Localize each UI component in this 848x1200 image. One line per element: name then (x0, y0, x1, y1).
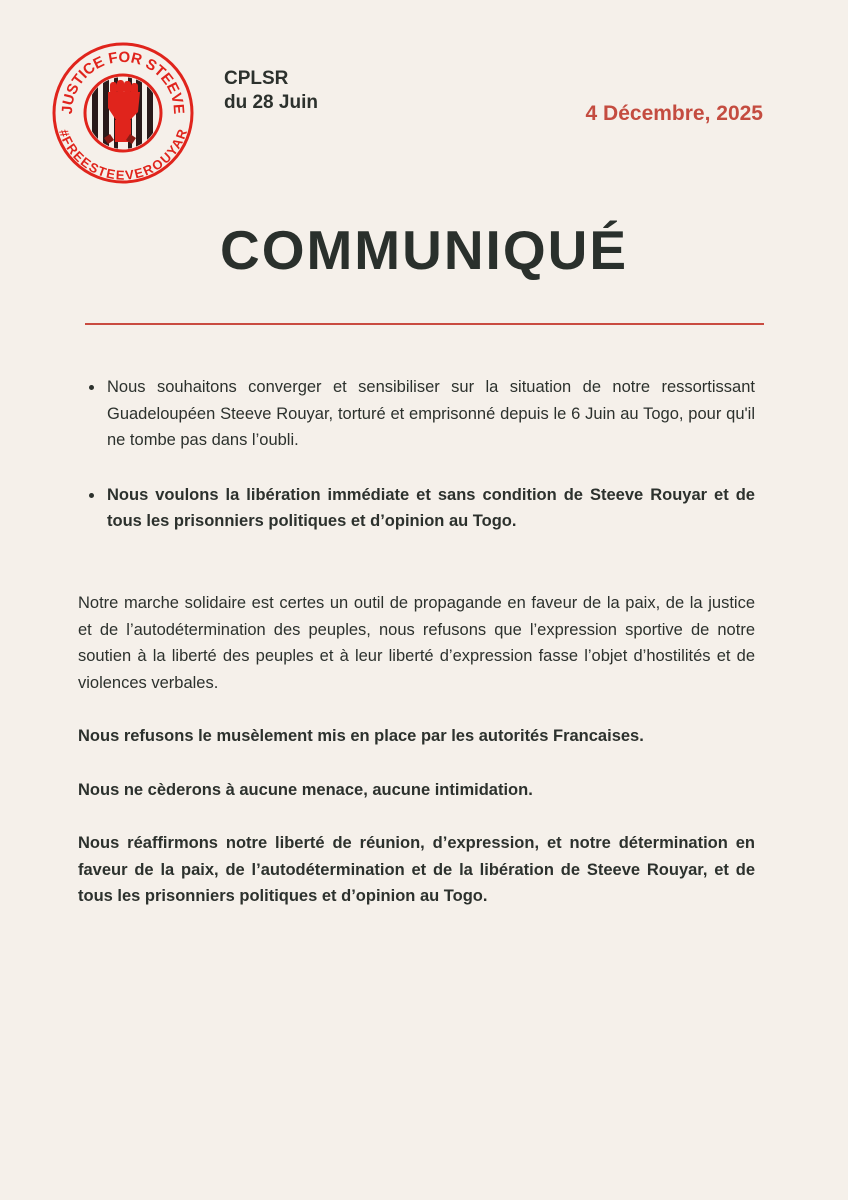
logo-arc-bottom-text: #FREESTEEVEROUYAR (55, 127, 191, 183)
bullet-item (85, 482, 755, 535)
bullet-item (85, 374, 755, 454)
paragraph: Nous refusons le musèlement mis en place par les autorités Francaises. (78, 727, 644, 745)
logo-arc-top-text: JUSTICE FOR STEEVE (58, 48, 188, 115)
bullet-dot-icon (89, 385, 94, 390)
org-line-1: CPLSR (224, 68, 289, 89)
document-date: 4 Décembre, 2025 (585, 102, 763, 125)
bullet-text: Nous voulons la libération immédiate et sans condition de Steeve Rouyar et de tous les prisonniers politiques et d’opinion au Togo. (107, 485, 755, 530)
org-line-2: du 28 Juin (224, 92, 318, 113)
paragraph: Nous ne cèderons à aucune menace, aucune intimidation. (78, 780, 533, 799)
title-divider (85, 323, 764, 325)
bullet-list (85, 374, 755, 563)
logo (52, 42, 194, 184)
paragraph: Notre marche solidaire est certes un outil de propagande en faveur de la paix, de la justice et de l’autodétermination des peuples, nous refusons que l’expression sportive de notre soutien à la liberté des peuples et à leur liberté d’expression fasse l’objet d’hostilités et de violences verbales. (78, 594, 755, 692)
page-title: COMMUNIQUÉ (219, 219, 629, 281)
paragraph: Nous réaffirmons notre liberté de réunion, d’expression, et notre détermination en faveur de la paix, de l’autodétermination et de la libération de Steeve Rouyar, et de tous les prisonniers politiques et d’opinion au Togo. (78, 834, 755, 905)
justice-for-steeve-logo (52, 42, 194, 184)
bullet-text: Nous souhaitons converger et sensibiliser sur la situation de notre ressortissant Guadeloupéen Steeve Rouyar, torturé et emprisonné depuis le 6 Juin au Togo, pour qu'il ne tombe pas dans l’oubli. (107, 378, 755, 449)
bullet-dot-icon (89, 493, 94, 498)
body-text (78, 590, 755, 937)
organization-name (224, 67, 318, 115)
